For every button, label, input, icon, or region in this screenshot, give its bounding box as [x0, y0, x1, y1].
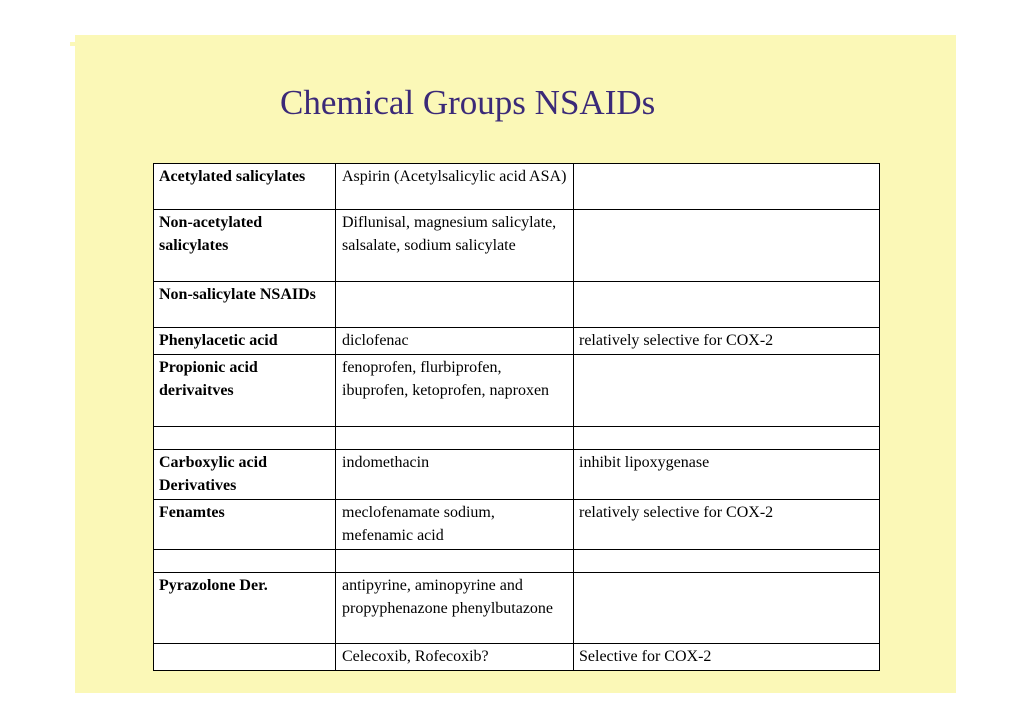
group-cell: Non-salicylate NSAIDs — [154, 282, 336, 328]
group-cell — [154, 644, 336, 671]
table-row — [154, 450, 880, 500]
note-cell: Selective for COX-2 — [574, 644, 880, 671]
table-row — [154, 427, 880, 450]
table-row — [154, 164, 880, 210]
drugs-cell — [336, 427, 574, 450]
note-cell — [574, 282, 880, 328]
table-row — [154, 573, 880, 644]
note-cell: inhibit lipoxygenase — [574, 450, 880, 500]
slide-corner-tab — [70, 42, 86, 46]
table-row — [154, 210, 880, 282]
drugs-cell: antipyrine, aminopyrine and propyphenazone phenylbutazone — [336, 573, 574, 644]
drugs-cell — [336, 550, 574, 573]
group-cell: Pyrazolone Der. — [154, 573, 336, 644]
drugs-cell: diclofenac — [336, 328, 574, 355]
group-cell: Propionic acid derivaitves — [154, 355, 336, 427]
slide-title: Chemical Groups NSAIDs — [280, 83, 656, 122]
note-cell — [574, 355, 880, 427]
table-row — [154, 644, 880, 671]
group-cell: Acetylated salicylates — [154, 164, 336, 210]
note-cell: relatively selective for COX-2 — [574, 328, 880, 355]
nsaid-groups-table — [153, 163, 880, 671]
drugs-cell: meclofenamate sodium, mefenamic acid — [336, 500, 574, 550]
drugs-cell — [336, 282, 574, 328]
table-row — [154, 282, 880, 328]
group-cell — [154, 427, 336, 450]
table-row — [154, 500, 880, 550]
group-cell: Non-acetylated salicylates — [154, 210, 336, 282]
table-row — [154, 550, 880, 573]
drugs-cell: Aspirin (Acetylsalicylic acid ASA) — [336, 164, 574, 210]
group-cell: Phenylacetic acid — [154, 328, 336, 355]
drugs-cell: indomethacin — [336, 450, 574, 500]
drugs-cell: Celecoxib, Rofecoxib? — [336, 644, 574, 671]
drugs-cell: Diflunisal, magnesium salicylate, salsalate, sodium salicylate — [336, 210, 574, 282]
note-cell — [574, 550, 880, 573]
table-row — [154, 355, 880, 427]
group-cell: Fenamtes — [154, 500, 336, 550]
note-cell — [574, 210, 880, 282]
group-cell: Carboxylic acid Derivatives — [154, 450, 336, 500]
note-cell — [574, 573, 880, 644]
table-row — [154, 328, 880, 355]
group-cell — [154, 550, 336, 573]
drugs-cell: fenoprofen, flurbiprofen, ibuprofen, ketoprofen, naproxen — [336, 355, 574, 427]
note-cell — [574, 164, 880, 210]
note-cell — [574, 427, 880, 450]
note-cell: relatively selective for COX-2 — [574, 500, 880, 550]
